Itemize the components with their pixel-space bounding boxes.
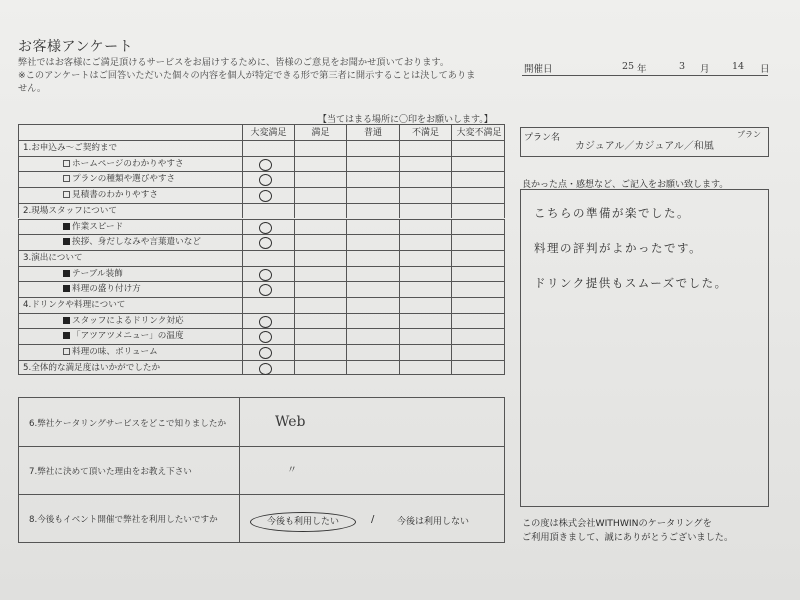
rating-cell[interactable]	[242, 345, 294, 360]
filled-square-icon	[63, 238, 70, 245]
circle-mark-icon	[259, 174, 272, 186]
circle-mark-icon	[259, 331, 272, 343]
circle-mark-icon	[259, 316, 272, 328]
rating-cell[interactable]	[451, 329, 506, 344]
instruction: 【当てはまる場所に〇印をお願いします。】	[318, 115, 493, 125]
rating-cell[interactable]	[451, 314, 506, 329]
rating-row	[18, 219, 505, 235]
row-label-text: プランの種類や選びやすさ	[72, 174, 176, 185]
rating-cell[interactable]	[294, 314, 346, 329]
section-row	[18, 360, 505, 376]
rating-row	[18, 344, 505, 360]
rating-cell[interactable]	[242, 251, 294, 266]
rating-cell[interactable]	[294, 329, 346, 344]
row-label-text: 料理の盛り付け方	[72, 284, 141, 295]
row-label	[63, 345, 158, 360]
rating-cell[interactable]	[399, 282, 451, 297]
empty-square-icon	[63, 191, 70, 198]
rating-row	[18, 266, 505, 282]
column-header: 大変不満足	[451, 125, 506, 141]
filled-square-icon	[63, 317, 70, 324]
rating-cell[interactable]	[294, 345, 346, 360]
rating-cell[interactable]	[399, 298, 451, 313]
rating-cell[interactable]	[451, 141, 506, 156]
row-label	[23, 251, 83, 266]
row-label	[63, 188, 158, 203]
rating-row	[18, 156, 505, 172]
rating-cell[interactable]	[346, 188, 399, 203]
rating-cell[interactable]	[294, 235, 346, 250]
empty-square-icon	[63, 160, 70, 167]
filled-square-icon	[63, 332, 70, 339]
page-title: お客様アンケート	[18, 39, 134, 55]
rating-cell[interactable]	[294, 251, 346, 266]
rating-cell[interactable]	[346, 267, 399, 282]
rating-cell[interactable]	[242, 204, 294, 219]
rating-row	[18, 187, 505, 203]
circle-mark-icon	[259, 159, 272, 171]
rating-cell[interactable]	[242, 188, 294, 203]
rating-cell[interactable]	[242, 235, 294, 250]
plan-suffix: プラン	[737, 130, 761, 139]
grid-header	[18, 124, 505, 140]
reuse-no-option[interactable]: 今後は利用しない	[397, 517, 470, 527]
circle-mark-icon	[259, 269, 272, 281]
rating-cell[interactable]	[242, 157, 294, 172]
rating-cell[interactable]	[294, 267, 346, 282]
rating-cell[interactable]	[242, 172, 294, 187]
rating-cell[interactable]	[294, 204, 346, 219]
thanks-line: この度は株式会社WITHWINのケータリングを	[522, 518, 712, 529]
rating-cell[interactable]	[399, 157, 451, 172]
filled-square-icon	[63, 285, 70, 292]
date-month: 3	[679, 61, 686, 72]
intro-line: ※このアンケートはご回答いただいた個々の内容を個人が特定できる形で第三者に開示することは決してありま	[18, 70, 476, 81]
row-label	[63, 329, 184, 344]
question-label: 8.今後もイベント開催で弊社を利用したいですか	[29, 515, 218, 525]
section-row	[18, 297, 505, 313]
column-header: 大変満足	[242, 125, 294, 141]
circle-mark-icon	[259, 190, 272, 202]
rating-cell[interactable]	[399, 329, 451, 344]
rating-cell[interactable]	[242, 141, 294, 156]
remark-line: 料理の評判がよかったです。	[534, 241, 703, 255]
question-row	[19, 447, 504, 495]
remarks-box	[520, 189, 769, 507]
rating-cell[interactable]	[399, 220, 451, 235]
rating-cell[interactable]	[399, 235, 451, 250]
empty-square-icon	[63, 348, 70, 355]
rating-cell[interactable]	[346, 361, 399, 375]
column-divider	[239, 495, 240, 543]
section-row	[18, 250, 505, 266]
rating-cell[interactable]	[346, 345, 399, 360]
rating-cell[interactable]	[399, 172, 451, 187]
circle-mark-icon	[259, 284, 272, 296]
empty-square-icon	[63, 175, 70, 182]
date-day-unit: 日	[760, 64, 770, 75]
rating-cell[interactable]	[242, 220, 294, 235]
remark-line: ドリンク提供もスムーズでした。	[534, 276, 728, 290]
row-label-text: テーブル装飾	[72, 268, 123, 279]
intro-text	[18, 56, 508, 95]
rating-cell[interactable]	[242, 267, 294, 282]
rating-cell[interactable]	[294, 298, 346, 313]
rating-cell[interactable]	[294, 188, 346, 203]
rating-cell[interactable]	[451, 298, 506, 313]
thanks-message	[522, 517, 733, 545]
column-divider	[239, 398, 240, 446]
rating-cell[interactable]	[451, 251, 506, 266]
column-header: 不満足	[399, 125, 451, 141]
row-label	[63, 172, 175, 187]
rating-cell[interactable]	[346, 251, 399, 266]
rating-cell[interactable]	[451, 235, 506, 250]
intro-line: せん。	[18, 83, 47, 94]
remark-line: こちらの準備が楽でした。	[534, 206, 690, 220]
rating-row	[18, 171, 505, 187]
row-label	[23, 298, 125, 313]
date-label: 開催日	[524, 64, 553, 75]
row-label	[63, 235, 201, 250]
remarks-label: 良かった点・感想など、ご記入をお願い致します。	[522, 180, 729, 190]
row-label-text: 1.お申込み～ご契約まで	[23, 143, 118, 153]
rating-cell[interactable]	[451, 282, 506, 297]
circle-mark-icon	[259, 363, 272, 375]
row-label	[63, 220, 123, 235]
rating-cell[interactable]	[242, 282, 294, 297]
rating-cell[interactable]	[294, 361, 346, 375]
rating-cell[interactable]	[346, 204, 399, 219]
section-row	[18, 140, 505, 156]
rating-cell[interactable]	[399, 141, 451, 156]
event-date	[522, 61, 768, 76]
row-label-text: 作業スピード	[72, 221, 124, 232]
rating-cell[interactable]	[294, 220, 346, 235]
rating-cell[interactable]	[399, 188, 451, 203]
rating-cell[interactable]	[242, 314, 294, 329]
rating-cell[interactable]	[451, 345, 506, 360]
reuse-yes-option[interactable]: 今後も利用したい	[250, 512, 356, 532]
answer-handwritten: 〃	[287, 465, 297, 476]
rating-cell[interactable]	[399, 267, 451, 282]
rating-cell[interactable]	[346, 172, 399, 187]
rating-cell[interactable]	[346, 314, 399, 329]
rating-row	[18, 234, 505, 250]
row-label-text: スタッフによるドリンク対応	[72, 315, 184, 326]
row-label-text: 見積書のわかりやすさ	[72, 190, 158, 201]
row-label-text: ホームページのわかりやすさ	[72, 158, 184, 169]
rating-cell[interactable]	[399, 345, 451, 360]
plan-label: プラン名	[524, 133, 561, 143]
row-label	[63, 282, 141, 297]
column-divider	[239, 447, 240, 494]
rating-cell[interactable]	[242, 298, 294, 313]
row-label	[23, 204, 117, 219]
rating-cell[interactable]	[451, 157, 506, 172]
row-label-text: 「アツアツメニュー」の温度	[72, 331, 184, 342]
date-month-unit: 月	[700, 64, 710, 75]
row-label	[23, 141, 117, 156]
rating-cell[interactable]	[451, 204, 506, 219]
rating-cell[interactable]	[294, 282, 346, 297]
row-label-text: 2.現場スタッフについて	[23, 205, 117, 216]
rating-row	[18, 328, 505, 344]
rating-cell[interactable]	[346, 235, 399, 250]
row-label	[63, 314, 184, 329]
rating-cell[interactable]	[346, 220, 399, 235]
filled-square-icon	[63, 223, 70, 230]
section-row	[18, 203, 505, 219]
date-year: 25	[622, 61, 635, 72]
circle-mark-icon	[259, 222, 272, 234]
column-header: 満足	[294, 125, 346, 141]
rating-cell[interactable]	[346, 157, 399, 172]
rating-cell[interactable]	[451, 220, 506, 235]
rating-cell[interactable]	[294, 172, 346, 187]
rating-cell[interactable]	[399, 361, 451, 375]
rating-cell[interactable]	[451, 267, 506, 282]
row-label-text: 4.ドリンクや料理について	[23, 300, 126, 310]
question-label: 7.弊社に決めて頂いた理由をお教え下さい	[29, 467, 192, 477]
date-day: 14	[732, 61, 745, 72]
rating-cell[interactable]	[242, 329, 294, 344]
rating-cell[interactable]	[451, 188, 506, 203]
row-label-text: 3.演出について	[23, 252, 83, 263]
intro-line: 弊社ではお客様にご満足頂けるサービスをお届けするために、皆様のご意見をお聞かせ頂いております。	[18, 57, 450, 68]
reuse-separator: /	[371, 514, 375, 525]
rating-cell[interactable]	[242, 361, 294, 375]
row-label-text: 料理の味、ボリューム	[72, 347, 158, 358]
question-label: 6.弊社ケータリングサービスをどこで知りましたか	[29, 418, 227, 429]
rating-cell[interactable]	[399, 251, 451, 266]
rating-row	[18, 313, 505, 329]
row-label	[63, 267, 123, 282]
thanks-line: ご利用頂きまして、誠にありがとうございました。	[522, 532, 734, 543]
circle-mark-icon	[259, 347, 272, 359]
plan-value: カジュアル／カジュアル／和風	[575, 141, 714, 152]
rating-row	[18, 281, 505, 297]
rating-cell[interactable]	[399, 204, 451, 219]
rating-cell[interactable]	[451, 361, 506, 375]
rating-cell[interactable]	[346, 282, 399, 297]
question-row	[19, 398, 504, 447]
row-label-text: 5.全体的な満足度はいかがでしたか	[23, 362, 161, 373]
rating-cell[interactable]	[346, 298, 399, 313]
column-header: 普通	[346, 125, 399, 141]
row-label-text: 挨拶、身だしなみや言葉遣いなど	[72, 237, 201, 248]
rating-cell[interactable]	[451, 172, 506, 187]
row-label	[63, 157, 184, 172]
circle-mark-icon	[259, 237, 272, 249]
rating-cell[interactable]	[294, 141, 346, 156]
rating-cell[interactable]	[346, 329, 399, 344]
rating-cell[interactable]	[346, 141, 399, 156]
rating-cell[interactable]	[399, 314, 451, 329]
date-year-unit: 年	[637, 64, 647, 75]
rating-cell[interactable]	[294, 157, 346, 172]
filled-square-icon	[63, 270, 70, 277]
answer-handwritten: Web	[275, 414, 306, 430]
row-label	[23, 361, 160, 376]
